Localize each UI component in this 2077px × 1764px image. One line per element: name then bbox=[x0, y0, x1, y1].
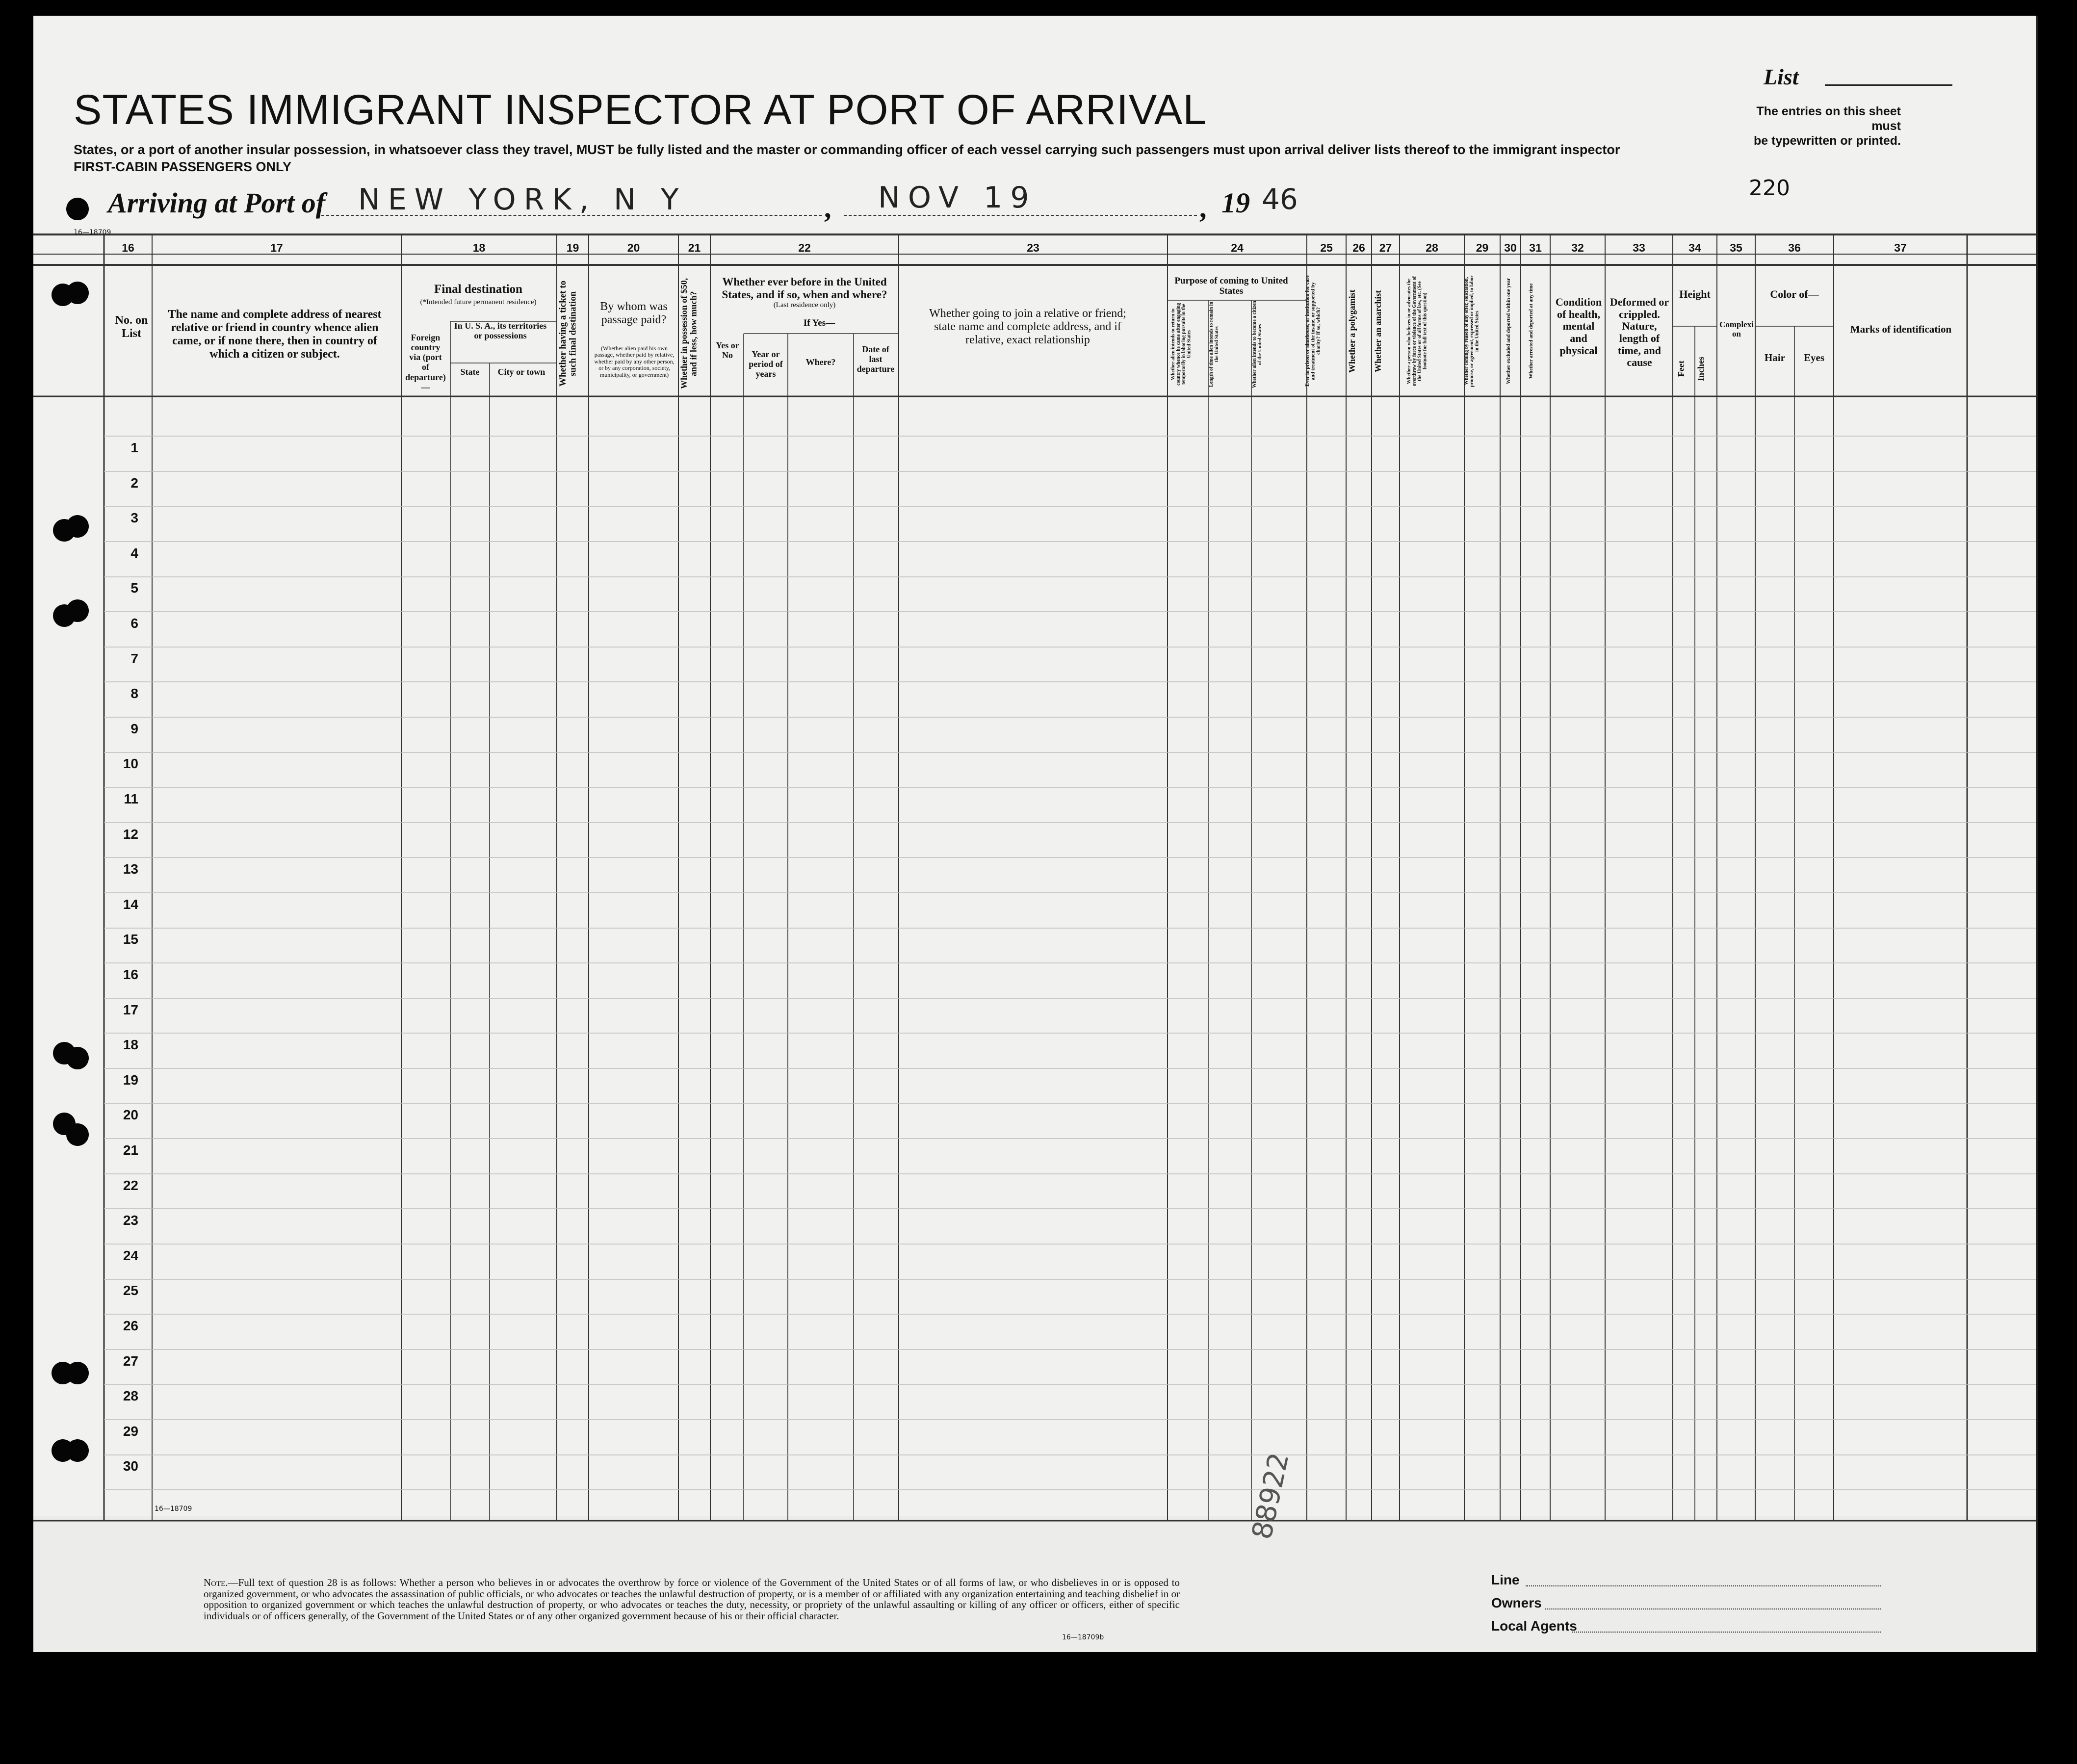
col-28-header: Whether a person who believes in or advocates the overthrow by force or violence of the Government of the United States or of all forms of law, etc. (See footnote for full text of this question) bbox=[1406, 276, 1428, 386]
row-number-24: 24 bbox=[123, 1248, 138, 1263]
row-number-28: 28 bbox=[123, 1388, 138, 1403]
column-number-18: 18 bbox=[472, 241, 486, 254]
line-field[interactable] bbox=[1526, 1585, 1881, 1586]
form-code-bottom: 16—18709 bbox=[155, 1505, 192, 1513]
punch-hole bbox=[66, 515, 89, 538]
row-number-21: 21 bbox=[123, 1142, 138, 1158]
separator-comma: , bbox=[824, 192, 831, 224]
form-code-note: 16—18709b bbox=[1062, 1634, 1104, 1641]
col-18-title: Final destination bbox=[434, 283, 522, 296]
col-23-header: Whether going to join a relative or friend; state name and complete address, and if relative, exact relationship bbox=[929, 307, 1126, 346]
column-number-19: 19 bbox=[566, 241, 579, 254]
col-34-feet-header: Feet bbox=[1676, 361, 1686, 377]
col-31-header: Whether arrested and deported at any time bbox=[1529, 283, 1534, 379]
col-34-inches-header: Inches bbox=[1696, 357, 1706, 382]
row-number-22: 22 bbox=[123, 1178, 138, 1193]
column-number-20: 20 bbox=[627, 241, 640, 254]
date-field-line bbox=[844, 215, 1197, 216]
column-number-35: 35 bbox=[1730, 241, 1742, 254]
row-number-23: 23 bbox=[123, 1213, 138, 1228]
line-label: Line bbox=[1491, 1572, 1520, 1587]
col-16-header: No. on List bbox=[115, 314, 148, 340]
punch-hole bbox=[66, 282, 89, 304]
owners-label: Owners bbox=[1491, 1595, 1542, 1610]
col-20-subheader: (Whether alien paid his own passage, whether paid by relative, whether paid by any other person, or by any corporation, society, municipality, or government) bbox=[594, 345, 675, 378]
col-22-year-header: Year or period of years bbox=[749, 349, 783, 379]
year-prefix: 19 bbox=[1221, 187, 1250, 219]
column-number-33: 33 bbox=[1633, 241, 1645, 254]
column-number-27: 27 bbox=[1379, 241, 1392, 254]
column-number-37: 37 bbox=[1894, 241, 1907, 254]
col-36-title: Color of— bbox=[1770, 288, 1819, 300]
row-number-30: 30 bbox=[123, 1458, 138, 1474]
col-29-header: Whether coming by reason of any offer, solicitation, promise, or agreement, expressed or implied, to labor in the United States bbox=[1464, 275, 1480, 387]
col-24-return-header: Whether alien intends to return to country whence he came after engaging temporarily in laboring pursuits in the United States bbox=[1170, 303, 1192, 386]
column-number-34: 34 bbox=[1688, 241, 1701, 254]
col-30-header: Whether excluded and deported within one year bbox=[1506, 278, 1511, 385]
col-37-header: Marks of identification bbox=[1850, 323, 1952, 335]
typing-note-line-1: The entries on this sheet must bbox=[1756, 104, 1901, 133]
col-21-header: Whether in possession of $50, and if less, how much? bbox=[679, 278, 699, 389]
punch-hole bbox=[66, 599, 89, 622]
col-22-title: Whether ever before in the United States, and if so, when and where? bbox=[722, 276, 887, 301]
handwritten-reference: 88922 bbox=[1246, 1450, 1296, 1542]
row-number-14: 14 bbox=[123, 897, 138, 912]
row-number-6: 6 bbox=[130, 616, 138, 631]
column-number-31: 31 bbox=[1529, 241, 1542, 254]
col-22-yes-no-header: Yes or No bbox=[716, 340, 739, 361]
col-26-header: Whether a polygamist bbox=[1347, 289, 1357, 373]
column-number-21: 21 bbox=[688, 241, 701, 254]
column-number-29: 29 bbox=[1476, 241, 1489, 254]
row-number-27: 27 bbox=[123, 1353, 138, 1369]
form-code-top: 16—18709 bbox=[74, 229, 111, 236]
column-number-28: 28 bbox=[1426, 241, 1438, 254]
column-number-32: 32 bbox=[1571, 241, 1584, 254]
row-number-8: 8 bbox=[130, 686, 138, 701]
date-value[interactable]: NOV 19 bbox=[878, 181, 1037, 215]
row-number-29: 29 bbox=[123, 1424, 138, 1439]
col-22-date-header: Date of last departure bbox=[857, 344, 895, 374]
col-25-header: Ever in prison or almshouse, or institution for care and treatment of the insane, or supported by charity? If so, which? bbox=[1305, 275, 1322, 387]
row-number-17: 17 bbox=[123, 1002, 138, 1017]
row-number-26: 26 bbox=[123, 1318, 138, 1333]
list-number-field[interactable] bbox=[1825, 84, 1952, 86]
row-number-12: 12 bbox=[123, 827, 138, 842]
note-text: —Full text of question 28 is as follows: Whether a person who believes in or advocates the overthrow by force or violence of the Government of the United States or of all forms of law, or who disbelieves in or is opposed to organized government, or who advocates the assassination of public officials, or who advocates or teaches the unlawful destruction of property, or is a member of or affiliated with any organization entertaining and teaching disbelief in or opposition to organized government or which teaches the unlawful destruction of property, or who advocates or teaches the duty, necessity, or propriety of the unlawful assaulting or killing of any officer or officers, either of specific individuals or of officers generally, of the Government of the United States or of any other organized government because of his or their official character. bbox=[204, 1577, 1180, 1622]
row-number-15: 15 bbox=[123, 932, 138, 947]
row-number-7: 7 bbox=[130, 651, 138, 666]
separator-comma: , bbox=[1199, 192, 1207, 224]
col-24-length-header: Length of time alien intends to remain in the United States bbox=[1209, 302, 1220, 387]
sheet-number: 220 bbox=[1749, 176, 1790, 201]
column-number-36: 36 bbox=[1788, 241, 1801, 254]
column-number-26: 26 bbox=[1352, 241, 1365, 254]
punch-hole bbox=[66, 198, 89, 220]
year-value[interactable]: 46 bbox=[1262, 182, 1298, 216]
col-22-subtitle: (Last residence only) bbox=[773, 301, 836, 309]
row-number-2: 2 bbox=[130, 475, 138, 491]
local-agents-field[interactable] bbox=[1572, 1632, 1881, 1633]
col-18-subtitle: (*Intended future permanent residence) bbox=[420, 298, 537, 306]
col-27-header: Whether an anarchist bbox=[1373, 290, 1383, 372]
col-36-hair-header: Hair bbox=[1765, 352, 1785, 363]
list-label: List bbox=[1764, 64, 1799, 89]
col-35-header: Complexion bbox=[1719, 320, 1754, 339]
col-34-title: Height bbox=[1679, 288, 1711, 300]
column-number-17: 17 bbox=[270, 241, 283, 254]
col-18-state-header: State bbox=[460, 367, 480, 377]
port-value[interactable]: NEW YORK, N Y bbox=[358, 182, 687, 217]
punch-hole bbox=[66, 1362, 89, 1384]
row-number-10: 10 bbox=[123, 756, 138, 771]
row-number-20: 20 bbox=[123, 1107, 138, 1122]
row-number-13: 13 bbox=[123, 861, 138, 877]
punch-hole bbox=[66, 1123, 89, 1146]
punch-hole bbox=[66, 1439, 89, 1462]
col-24-title: Purpose of coming to United States bbox=[1174, 276, 1288, 297]
column-number-25: 25 bbox=[1320, 241, 1333, 254]
note-lead: Note. bbox=[204, 1577, 228, 1588]
column-number-23: 23 bbox=[1027, 241, 1039, 254]
col-18-city-header: City or town bbox=[497, 367, 545, 377]
row-number-19: 19 bbox=[123, 1072, 138, 1088]
col-22-if-yes: If Yes— bbox=[803, 318, 835, 328]
col-24-citizen-header: Whether alien intends to become a citizen of the United States bbox=[1252, 301, 1263, 388]
col-22-where-header: Where? bbox=[805, 357, 836, 367]
row-number-25: 25 bbox=[123, 1283, 138, 1298]
column-number-16: 16 bbox=[122, 241, 134, 254]
row-number-11: 11 bbox=[124, 791, 138, 806]
typing-note-line-2: be typewritten or printed. bbox=[1753, 134, 1901, 148]
form-title: STATES IMMIGRANT INSPECTOR AT PORT OF ARRIVAL bbox=[74, 86, 1207, 133]
local-agents-label: Local Agents bbox=[1491, 1618, 1577, 1634]
cabin-class-label: FIRST-CABIN PASSENGERS ONLY bbox=[74, 159, 292, 174]
row-number-16: 16 bbox=[123, 967, 138, 982]
footnote-question-28 bbox=[204, 1577, 1180, 1621]
row-number-4: 4 bbox=[130, 545, 138, 561]
row-number-3: 3 bbox=[130, 510, 138, 525]
row-number-5: 5 bbox=[130, 580, 138, 596]
row-number-18: 18 bbox=[123, 1037, 138, 1052]
col-18-foreign-header: Foreign country via (port of departure)— bbox=[405, 333, 446, 392]
punch-hole bbox=[66, 1047, 89, 1069]
form-subtitle: States, or a port of another insular possession, in whatsoever class they travel, MUST be fully listed and the master or commanding officer of each vessel carrying such passengers must upon arrival deliver lists thereof to the immigrant inspector bbox=[74, 142, 1620, 157]
row-number-9: 9 bbox=[130, 721, 138, 736]
arriving-label: Arriving at Port of bbox=[108, 187, 326, 219]
row-number-1: 1 bbox=[130, 440, 138, 455]
column-number-24: 24 bbox=[1231, 241, 1244, 254]
column-number-30: 30 bbox=[1504, 241, 1517, 254]
col-32-header: Condition of health, mental and physical bbox=[1555, 296, 1602, 357]
col-20-header: By whom was passage paid? bbox=[600, 300, 668, 326]
owners-field[interactable] bbox=[1545, 1608, 1881, 1609]
typing-instructions bbox=[1734, 104, 1901, 148]
col-17-header: The name and complete address of nearest relative or friend in country whence alien came, or if none there, then in country of which a citizen or subject. bbox=[168, 308, 382, 361]
col-33-header: Deformed or crippled. Nature, length of time, and cause bbox=[1610, 296, 1669, 369]
col-18-usa-header: In U. S. A., its territories or possessions bbox=[454, 321, 547, 341]
col-36-eyes-header: Eyes bbox=[1804, 352, 1824, 363]
column-number-22: 22 bbox=[798, 241, 811, 254]
col-19-header: Whether having a ticket to such final destination bbox=[558, 280, 578, 387]
